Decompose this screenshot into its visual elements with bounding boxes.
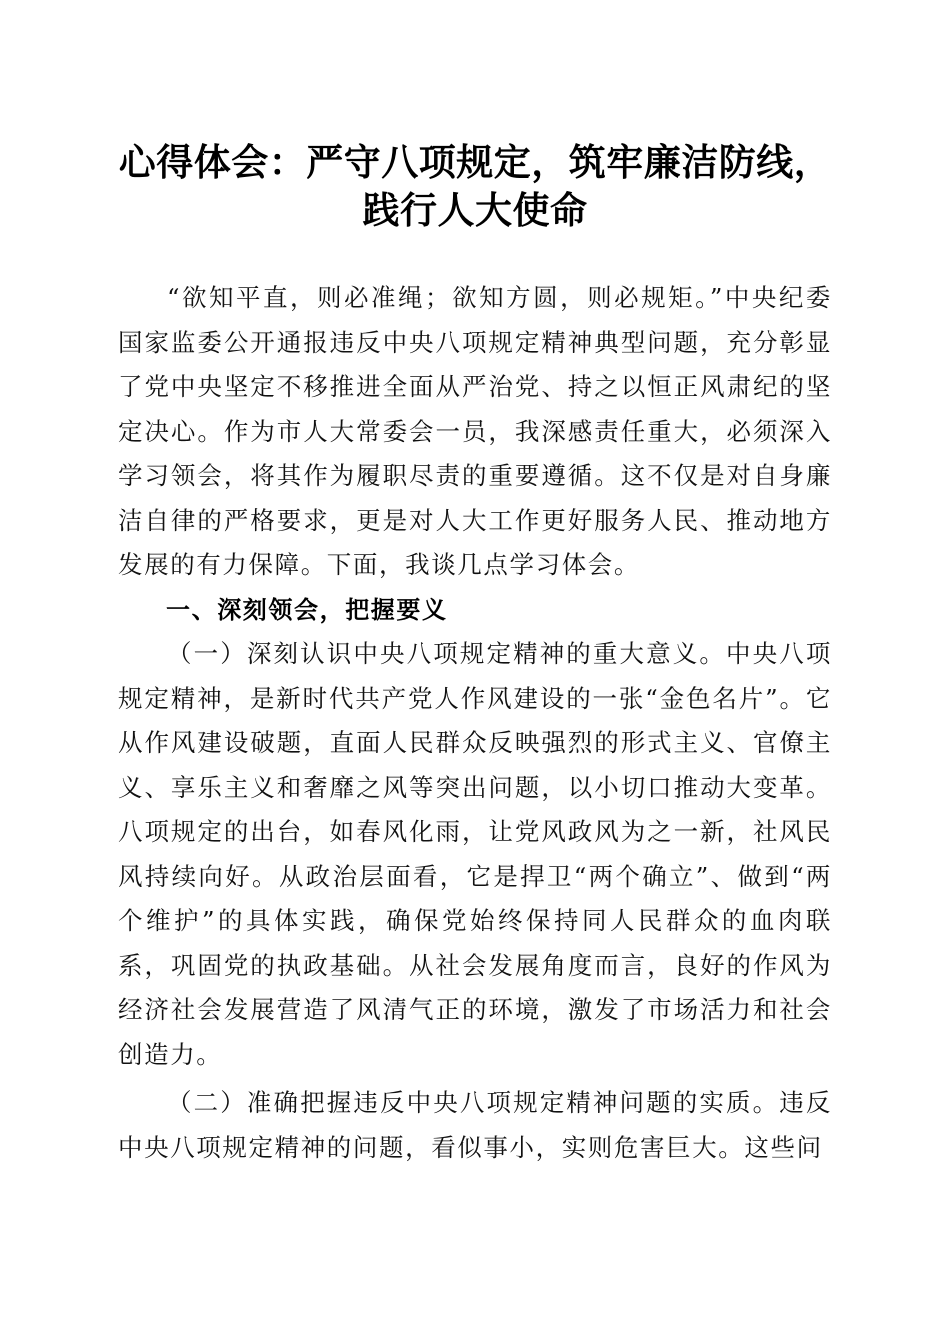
subsection-2-paragraph: （二）准确把握违反中央八项规定精神问题的实质。违反中央八项规定精神的问题，看似事小，实则危害巨大。这些问	[118, 1088, 832, 1162]
subsection-1-paragraph: （一）深刻认识中央八项规定精神的重大意义。中央八项规定精神，是新时代共产党人作风建设的一张“金色名片”。它从作风建设破题，直面人民群众反映强烈的形式主义、官僚主义、享乐主义和奢靡之风等突出问题，以小切口推动大变革。八项规定的出台，如春风化雨，让党风政风为之一新，社风民风持续向好。从政治层面看，它是捍卫“两个确立”、做到“两个维护”的具体实践，确保党始终保持同人民群众的血肉联系，巩固党的执政基础。从社会发展角度而言，良好的作风为经济社会发展营造了风清气正的环境，激发了市场活力和社会创造力。	[118, 639, 832, 1069]
document-title: 心得体会：严守八项规定，筑牢廉洁防线，践行人大使命	[118, 140, 832, 232]
document-body	[118, 276, 832, 1170]
section-heading: 一、深刻领会，把握要义	[166, 595, 448, 624]
intro-paragraph: “欲知平直，则必准绳；欲知方圆，则必规矩。”中央纪委国家监委公开通报违反中央八项规定精神典型问题，充分彰显了党中央坚定不移推进全面从严治党、持之以恒正风肃纪的坚定决心。作为市人大常委会一员，我深感责任重大，必须深入学习领会，将其作为履职尽责的重要遵循。这不仅是对自身廉洁自律的严格要求，更是对人大工作更好服务人民、推动地方发展的有力保障。下面，我谈几点学习体会。	[118, 283, 832, 579]
